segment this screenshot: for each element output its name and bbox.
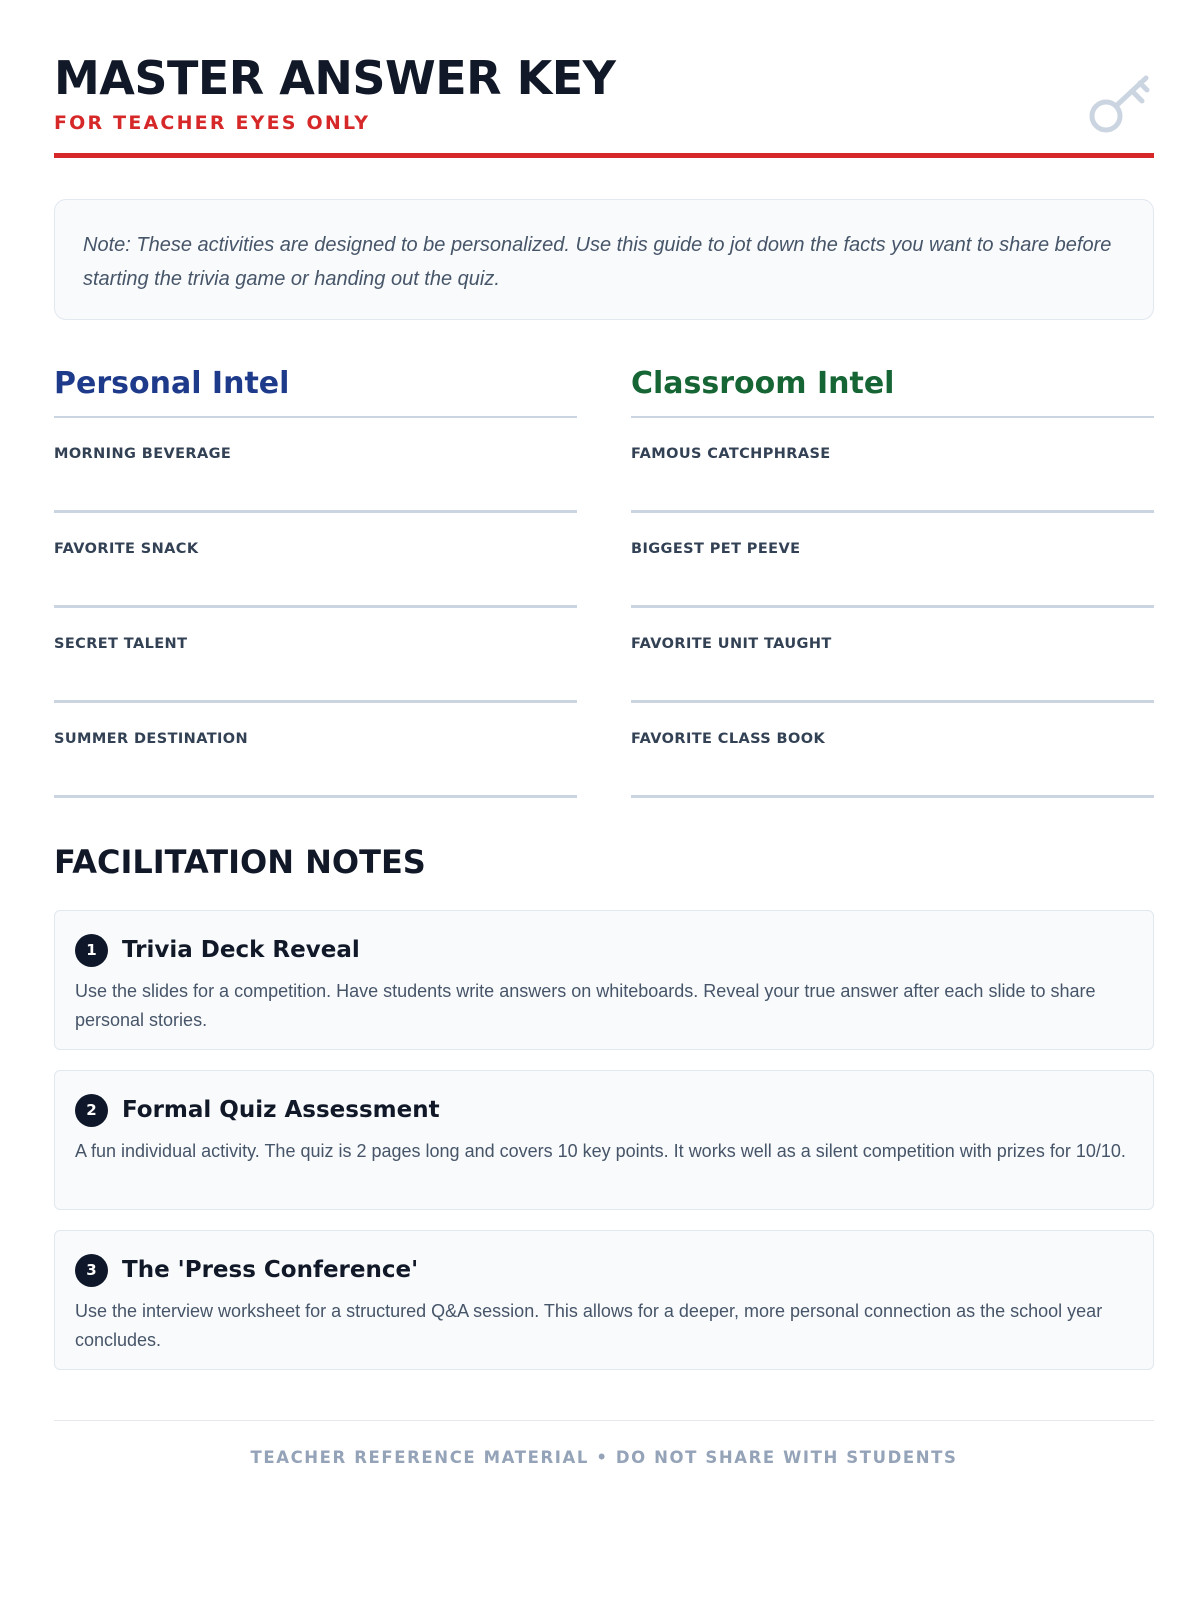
- field-label: FAVORITE SNACK: [54, 541, 199, 557]
- field-favorite-unit-taught[interactable]: [631, 608, 1154, 703]
- step-number-badge: 3: [75, 1254, 108, 1287]
- field-summer-destination[interactable]: [54, 703, 577, 798]
- facilitation-card-press-conference: [54, 1230, 1154, 1370]
- field-label: FAMOUS CATCHPHRASE: [631, 446, 831, 462]
- field-favorite-snack[interactable]: [54, 513, 577, 608]
- card-title: The 'Press Conference': [122, 1257, 419, 1283]
- page-header: [54, 0, 1154, 158]
- personalization-note: Note: These activities are designed to be personalized. Use this guide to jot down the facts you want to share before starting the trivia game or handing out the quiz.: [54, 199, 1154, 320]
- card-title: Formal Quiz Assessment: [122, 1097, 440, 1123]
- card-header: [75, 931, 1133, 969]
- field-biggest-pet-peeve[interactable]: [631, 513, 1154, 608]
- field-favorite-class-book[interactable]: [631, 703, 1154, 798]
- field-label: SECRET TALENT: [54, 636, 188, 652]
- facilitation-card-quiz: [54, 1070, 1154, 1210]
- facilitation-card-trivia: [54, 910, 1154, 1050]
- page-subtitle: FOR TEACHER EYES ONLY: [54, 112, 371, 134]
- personal-intel-section: [54, 360, 577, 798]
- classroom-intel-title: Classroom Intel: [631, 360, 1154, 418]
- step-number-badge: 2: [75, 1094, 108, 1127]
- card-header: [75, 1091, 1133, 1129]
- card-header: [75, 1251, 1133, 1289]
- field-secret-talent[interactable]: [54, 608, 577, 703]
- field-label: BIGGEST PET PEEVE: [631, 541, 801, 557]
- field-label: FAVORITE UNIT TAUGHT: [631, 636, 832, 652]
- field-morning-beverage[interactable]: [54, 418, 577, 513]
- answer-key-page: [54, 0, 1154, 1467]
- page-title: MASTER ANSWER KEY: [54, 51, 616, 105]
- card-description: Use the interview worksheet for a structured Q&A session. This allows for a deeper, more personal connection as the school year concludes.: [75, 1301, 1103, 1350]
- field-famous-catchphrase[interactable]: [631, 418, 1154, 513]
- card-description: A fun individual activity. The quiz is 2 pages long and covers 10 key points. It works well as a silent competition with prizes for 10/10.: [75, 1141, 1126, 1161]
- footer-text: TEACHER REFERENCE MATERIAL • DO NOT SHARE WITH STUDENTS: [250, 1448, 958, 1467]
- classroom-intel-section: [631, 360, 1154, 798]
- step-number-badge: 1: [75, 934, 108, 967]
- personal-intel-title: Personal Intel: [54, 360, 577, 418]
- card-title: Trivia Deck Reveal: [122, 937, 360, 963]
- field-label: FAVORITE CLASS BOOK: [631, 731, 826, 747]
- card-description: Use the slides for a competition. Have students write answers on whiteboards. Reveal your true answer after each slide to share personal stories.: [75, 981, 1096, 1030]
- facilitation-notes-title: FACILITATION NOTES: [54, 843, 426, 881]
- field-label: SUMMER DESTINATION: [54, 731, 249, 747]
- field-label: MORNING BEVERAGE: [54, 446, 232, 462]
- footer-divider: [54, 1420, 1154, 1421]
- key-icon: [1088, 72, 1154, 134]
